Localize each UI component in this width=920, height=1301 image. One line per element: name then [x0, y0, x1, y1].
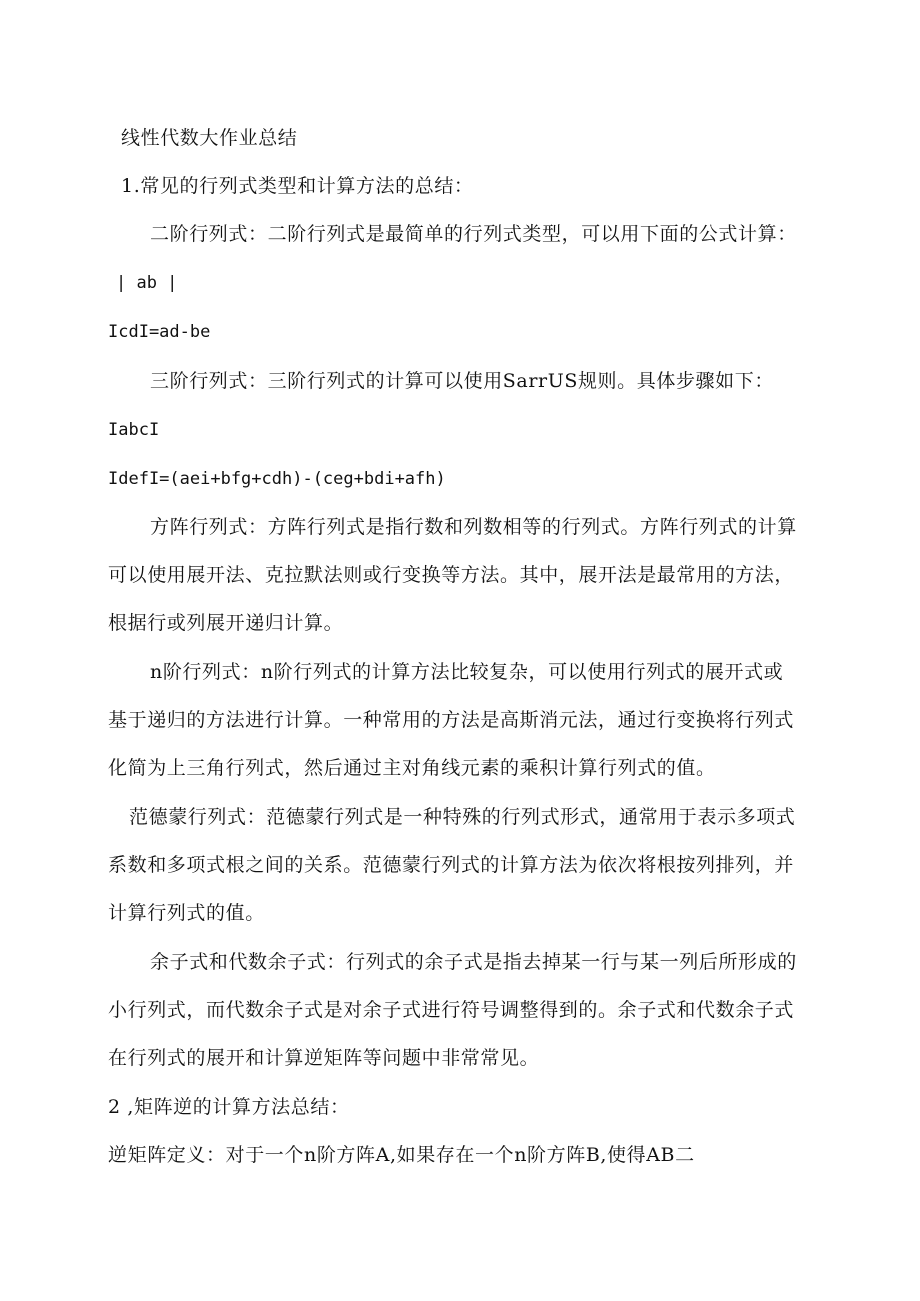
- n-order-paragraph-line-2: 基于递归的方法进行计算。一种常用的方法是高斯消元法，通过行变换将行列式: [108, 709, 795, 731]
- vandermonde-paragraph-line-1: 范德蒙行列式：范德蒙行列式是一种特殊的行列式形式，通常用于表示多项式: [129, 806, 796, 828]
- third-order-formula-line-2: IdefI=(aei+bfg+cdh)-(ceg+bdi+afh): [108, 469, 446, 489]
- third-order-paragraph: 三阶行列式：三阶行列式的计算可以使用SarrUS规则。具体步骤如下：: [150, 370, 774, 392]
- vandermonde-paragraph-line-2: 系数和多项式根之间的关系。范德蒙行列式的计算方法为依次将根按列排列，并: [108, 854, 795, 876]
- vandermonde-paragraph-line-3: 计算行列式的值。: [108, 902, 265, 924]
- square-paragraph-line-1: 方阵行列式：方阵行列式是指行数和列数相等的行列式。方阵行列式的计算: [150, 516, 797, 538]
- n-order-paragraph-line-1: n阶行列式：n阶行列式的计算方法比较复杂，可以使用行列式的展开式或: [150, 661, 784, 683]
- section-2-heading: 2 ,矩阵逆的计算方法总结：: [108, 1096, 350, 1118]
- cofactor-paragraph-line-1: 余子式和代数余子式：行列式的余子式是指去掉某一行与某一列后所形成的: [150, 951, 797, 973]
- section-1-heading: 1.常见的行列式类型和计算方法的总结：: [121, 175, 474, 197]
- second-order-formula-line-1: | ab |: [116, 273, 178, 293]
- inverse-definition-line: 逆矩阵定义：对于一个n阶方阵A,如果存在一个n阶方阵B,使得AB二: [108, 1144, 695, 1166]
- cofactor-paragraph-line-2: 小行列式，而代数余子式是对余子式进行符号调整得到的。余子式和代数余子式: [108, 999, 795, 1021]
- third-order-formula-line-1: IabcI: [108, 420, 160, 440]
- second-order-paragraph: 二阶行列式：二阶行列式是最简单的行列式类型，可以用下面的公式计算：: [150, 223, 797, 245]
- cofactor-paragraph-line-3: 在行列式的展开和计算逆矩阵等问题中非常常见。: [108, 1047, 540, 1069]
- square-paragraph-line-3: 根据行或列展开递归计算。: [108, 612, 344, 634]
- second-order-formula-line-2: IcdI=ad-be: [108, 322, 211, 342]
- square-paragraph-line-2: 可以使用展开法、克拉默法则或行变换等方法。其中，展开法是最常用的方法，: [108, 564, 795, 586]
- document-title: 线性代数大作业总结: [121, 127, 298, 149]
- n-order-paragraph-line-3: 化简为上三角行列式，然后通过主对角线元素的乘积计算行列式的值。: [108, 757, 716, 779]
